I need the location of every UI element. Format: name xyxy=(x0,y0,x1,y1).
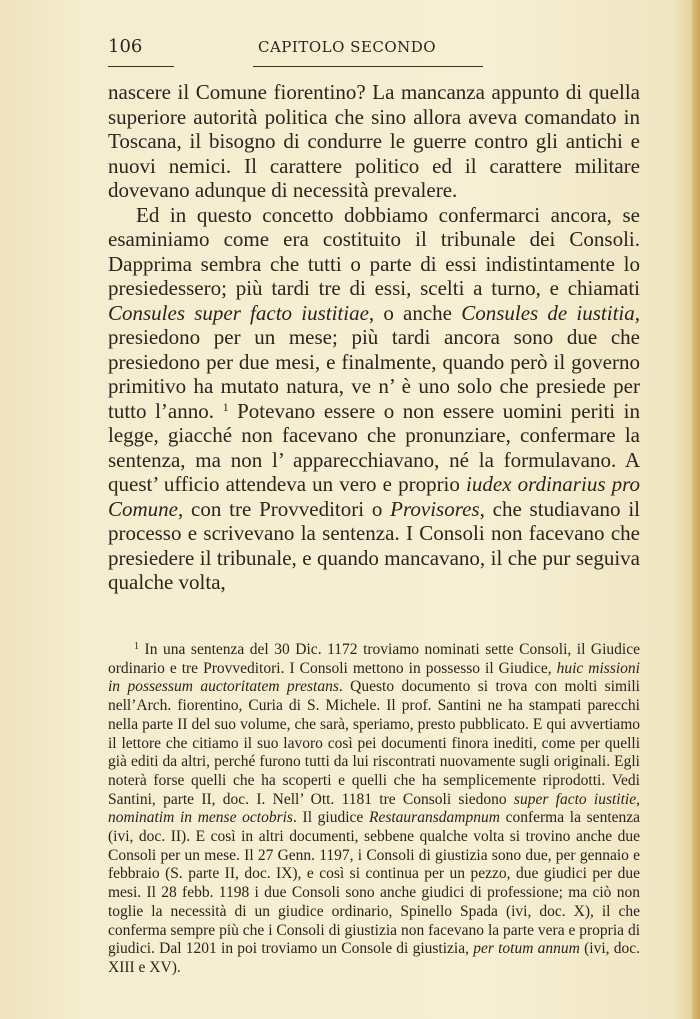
text-run: Potevano essere o non essere uomini periti in legge, giacché non facevano che pronunziare, confermare la sentenza, ma non l’ apparecchiavano, né la formulavano. A quest’ ufficio attendeva un vero e proprio xyxy=(108,398,641,496)
body-text xyxy=(108,80,640,595)
page-header xyxy=(108,36,640,64)
header-rule xyxy=(253,66,483,67)
italic-phrase: Consules de iustitia xyxy=(461,300,635,325)
text-run: . Questo documento si trova con molti simili nell’Arch. fiorentino, Curia di S. Michele. Il prof. Santini ne ha stampati parecchi nella parte II del suo volume, che sarà, speriamo, presto pubblicato. E qui avvertiamo il lettore che citiamo il suo lavoro così pei documenti finora inediti, come per quelli già editi da altri, perché furono tutti da lui riscontrati nuovamente sugli originali. Egli noterà forse quelli che ha scoperti e quelli che ha semplicemente riprodotti. Vedi Santini, parte II, doc. I. Nell’ Ott. 1181 tre Consoli siedono xyxy=(108,678,640,808)
text-run: , o anche xyxy=(368,300,462,325)
italic-phrase: super facto iustitie, nominatim in mense octobris xyxy=(108,790,640,827)
italic-phrase: Provisores xyxy=(390,496,480,521)
italic-phrase: Consules super facto iustitiae xyxy=(108,300,369,325)
text-run: . Il giudice xyxy=(292,809,369,827)
footnote-reference[interactable]: 1 xyxy=(222,399,229,414)
page-edge xyxy=(692,0,700,1019)
text-run: Ed in questo concetto dobbiamo confermarci ancora, se esaminiamo come era costituito il tribunale dei Consoli. Dapprima sembra che tutti o parte di essi indistintamente lo presiedessero; più tardi tre di essi, scelti a turno, e chiamati xyxy=(108,202,640,300)
footnotes xyxy=(108,641,640,978)
text-run: , presiedono per un mese; più tardi ancora sono due che presiedono per due mesi, e finalmente, quando però il governo primitivo ha mutato natura, ve n’ è uno solo che presiede per tutto l’anno. xyxy=(108,300,640,423)
page-number: 106 xyxy=(108,36,143,57)
text-run: (ivi, doc. XIII e XV). xyxy=(108,940,640,976)
italic-phrase: per totum annum xyxy=(473,940,580,958)
header-rule-left xyxy=(108,66,174,67)
paragraph-1: nascere il Comune fiorentino? La mancanza appunto di quella superiore autorità politica che sino allora aveva comandato in Toscana, il bisogno di condurre le guerre contro gli antichi e nuovi nemici. Il carattere politico ed il carattere militare dovevano adunque di necessità prevalere. xyxy=(108,80,640,202)
italic-phrase: huic missioni in possessum auctoritatem prestans xyxy=(108,659,640,696)
text-run: , che studiavano il processo e scrivevano la sentenza. I Consoli non facevano che presiedere il tribunale, e quando mancavano, il che pur seguiva qualche volta, xyxy=(108,496,640,594)
italic-phrase: iudex ordinarius pro Comune xyxy=(108,472,640,521)
text-run: In una sentenza del 30 Dic. 1172 troviamo nominati sette Consoli, il Giudice ordinario e tre Provveditori. I Consoli mettono in possesso il Giudice, xyxy=(108,641,640,677)
running-head: CAPITOLO SECONDO xyxy=(258,38,437,56)
text-run: conferma la sentenza (ivi, doc. II). E così in altri documenti, sebbene qualche volta si trovino anche due Consoli per un mese. Il 27 Genn. 1197, i Consoli di giustizia sono due, per gennaio e febbraio (S. parte II, doc. IX), e così si continua per un pezzo, due giudici per due mesi. Il 28 febb. 1198 i due Consoli sono anche giudici di professione; ma ciò non toglie la necessità di un giudice ordinario, Spinello Spada (ivi, doc. X), il che conferma sempre più che i Consoli di giustizia non facevano la parte vera e propria di giudici. Dal 1201 in poi troviamo un Console di giustizia, xyxy=(108,809,641,958)
italic-phrase: Restauransdampnum xyxy=(369,809,500,827)
paragraph-2 xyxy=(108,203,640,595)
footnote-1 xyxy=(108,641,640,978)
footnote-number: 1 xyxy=(134,641,139,652)
text-run: , con tre Provveditori o xyxy=(178,496,391,521)
